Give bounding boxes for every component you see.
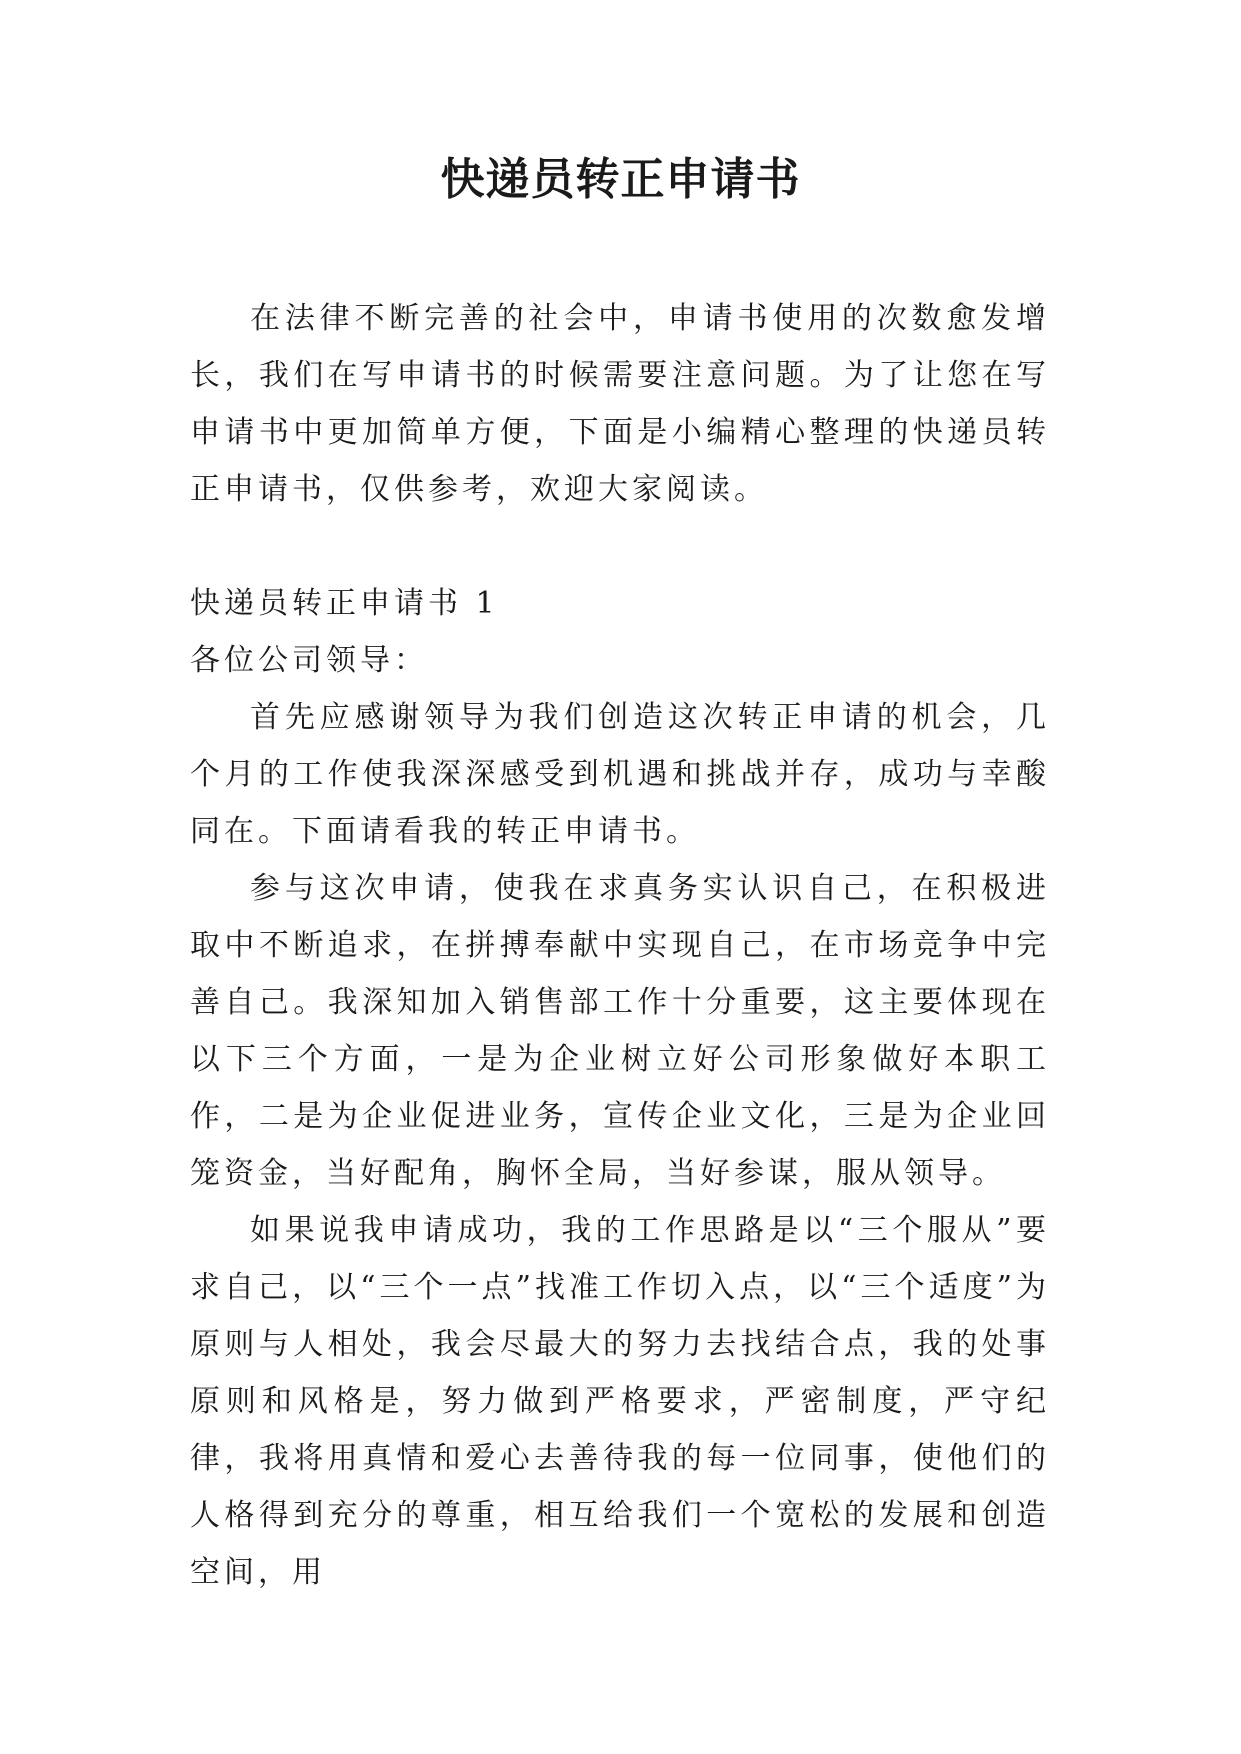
salutation: 各位公司领导： [190,643,428,678]
body-paragraph-3: 如果说我申请成功，我的工作思路是以“三个服从”要求自己，以“三个一点”找准工作切入点，以“三个适度”为原则与人相处，我会尽最大的努力去找结合点，我的处事原则和风格是，努力做到严格要求，严密制度，严守纪律，我将用真情和爱心去善待我的每一位同事，使他们的人格得到充分的尊重，相互给我们一个宽松的发展和创造空间，用 [190,1213,1050,1590]
body-paragraph-1: 首先应感谢领导为我们创造这次转正申请的机会，几个月的工作使我深深感受到机遇和挑战并存，成功与幸酸同在。下面请看我的转正申请书。 [190,700,1050,849]
body-paragraph-2: 参与这次申请，使我在求真务实认识自己，在积极进取中不断追求，在拼搏奉献中实现自己，在市场竞争中完善自己。我深知加入销售部工作十分重要，这主要体现在以下三个方面，一是为企业树立好公司形象做好本职工作，二是为企业促进业务，宣传企业文化，三是为企业回笼资金，当好配角，胸怀全局，当好参谋，服从领导。 [190,871,1050,1191]
paragraph-gap [190,518,1050,575]
document-body [190,290,1050,1601]
document-title: 快递员转正申请书 [440,154,801,205]
section-heading: 快递员转正申请书 1 [190,586,499,621]
intro-paragraph: 在法律不断完善的社会中，申请书使用的次数愈发增长，我们在写申请书的时候需要注意问题。为了让您在写申请书中更加简单方便，下面是小编精心整理的快递员转正申请书，仅供参考，欢迎大家阅读。 [190,301,1050,507]
